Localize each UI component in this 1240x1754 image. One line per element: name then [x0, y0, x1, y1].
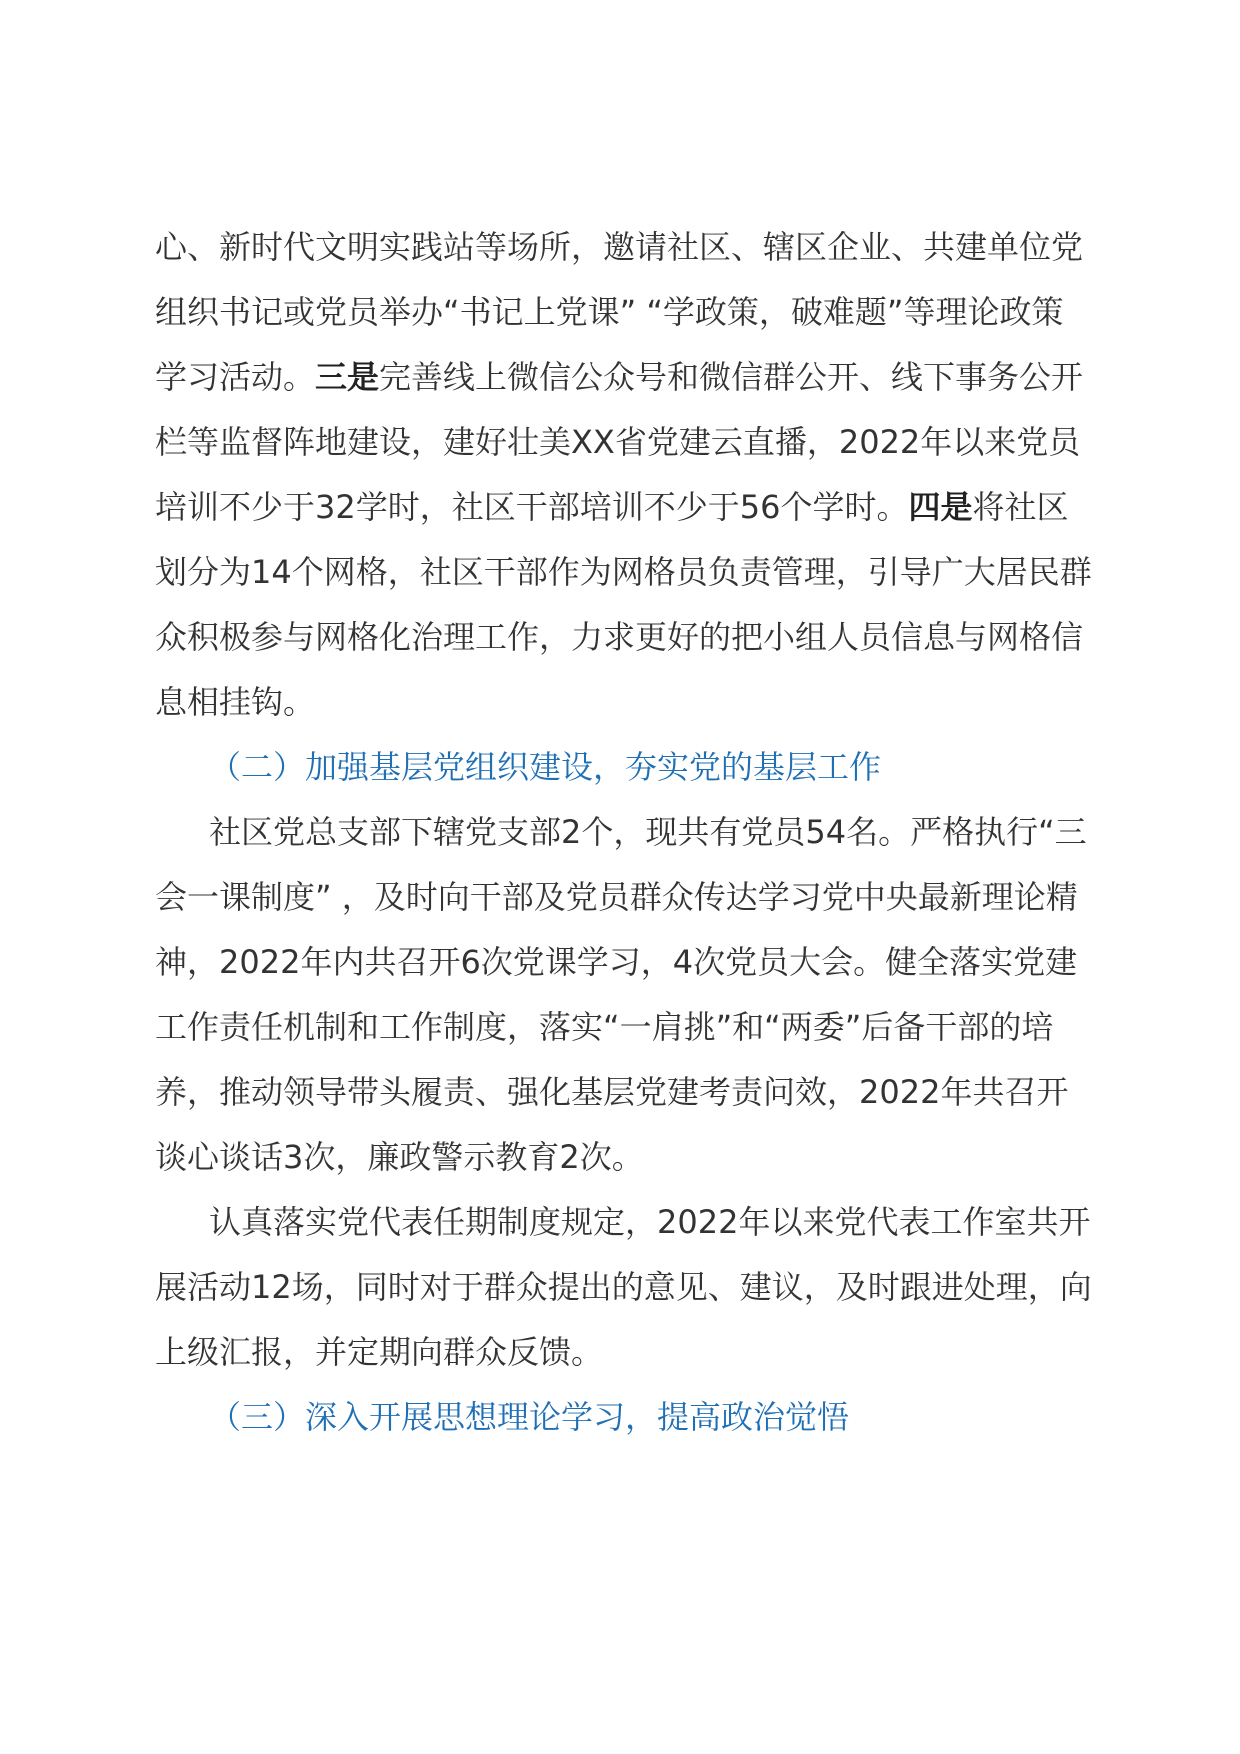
- paragraph-continuation: [155, 215, 1095, 735]
- section-heading-2: （二）加强基层党组织建设，夯实党的基层工作: [209, 748, 882, 786]
- paragraph-party-organization: 社区党总支部下辖党支部2个，现共有党员54名。严格执行“三会一课制度” ，及时向干部及党员群众传达学习党中央最新理论精神，2022年内共召开6次党课学习，4次党员大会。健全落实党建工作责任机制和工作制度，落实“一肩挑”和“两委”后备干部的培养，推动领导带头履责、强化基层党建考责问效，2022年共召开谈心谈话3次，廉政警示教育2次。: [155, 813, 1087, 1176]
- bold-lead-four: 四是: [908, 488, 973, 526]
- paragraph-party-representatives: 认真落实党代表任期制度规定，2022年以来党代表工作室共开展活动12场，同时对于群众提出的意见、建议，及时跟进处理，向上级汇报，并定期向群众反馈。: [155, 1203, 1092, 1371]
- paragraph-text: 心、新时代文明实践站等场所，邀请社区、辖区企业、共建单位党组织书记或党员举办“书记上党课” “学政策，破难题”等理论政策学习活动。: [155, 228, 1084, 396]
- bold-lead-three: 三是: [315, 358, 380, 396]
- paragraph-text: 将社区划分为14个网格，社区干部作为网格员负责管理，引导广大居民群众积极参与网格化治理工作，力求更好的把小组人员信息与网格信息相挂钩。: [155, 488, 1092, 721]
- paragraph-text: 完善线上微信公众号和微信群公开、线下事务公开栏等监督阵地建设，建好壮美XX省党建云直播，2022年以来党员培训不少于32学时，社区干部培训不少于56个学时。: [155, 358, 1084, 526]
- section-heading-3: （三）深入开展思想理论学习，提高政治觉悟: [209, 1398, 850, 1436]
- document-body: [155, 215, 1095, 1450]
